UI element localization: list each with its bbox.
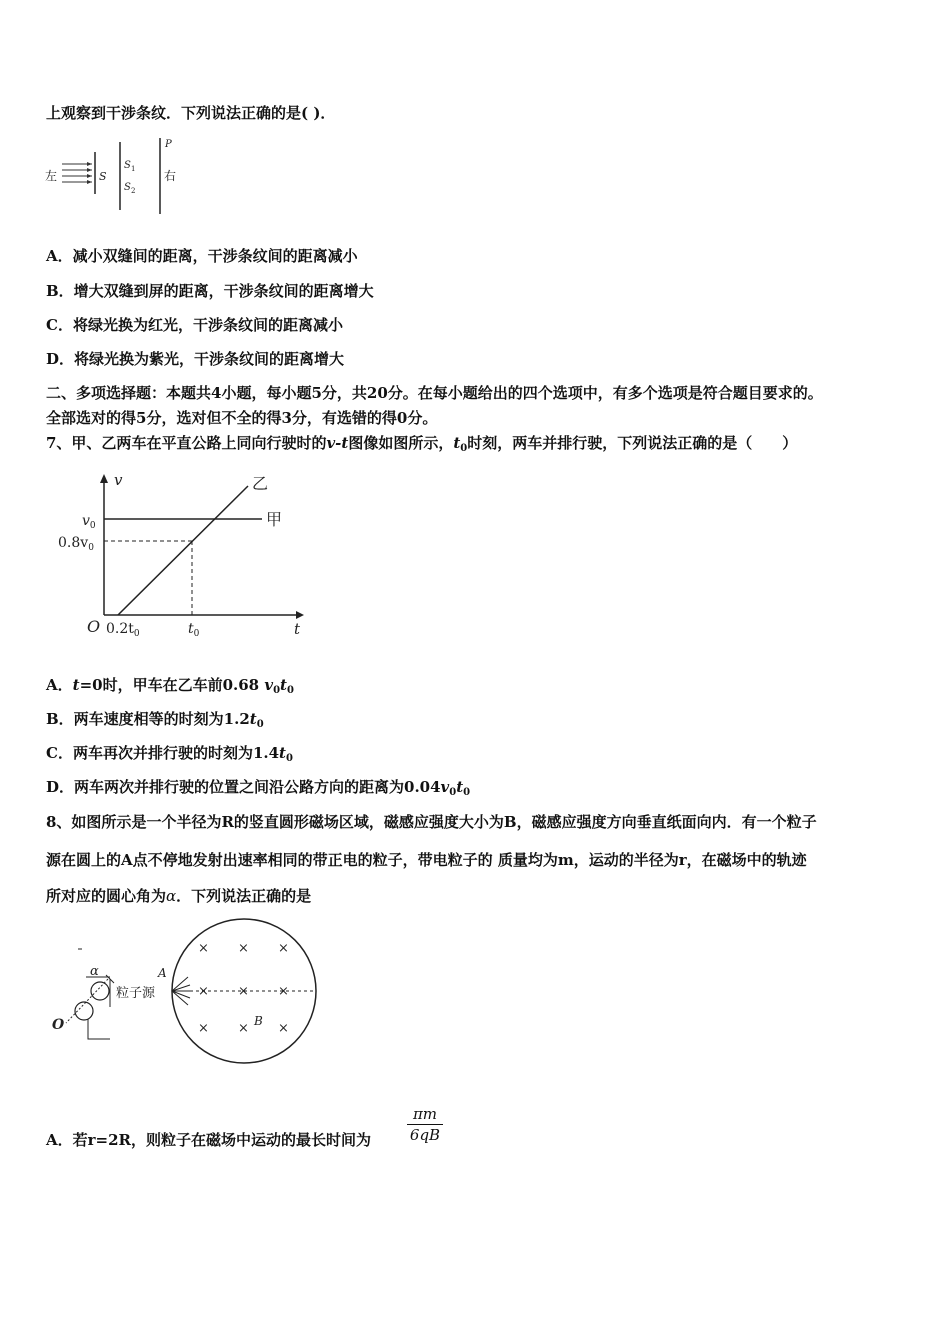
v08-label: $0.8v_0$ xyxy=(58,535,94,553)
fig-s2-sub: 2 xyxy=(131,187,136,195)
q7-option-c: C．两车再次并排行驶的时刻为$1.4t_0$ xyxy=(46,744,293,764)
svg-text:×: × xyxy=(238,941,249,956)
q8-stem-line1: 8、如图所示是一个半径为R的竖直圆形磁场区域，磁感应强度大小为B，磁感应强度方向垂直纸面向内．有一个粒子 xyxy=(46,813,817,831)
t0-label: $t_0$ xyxy=(188,621,200,639)
point-a-label: A xyxy=(158,966,167,980)
t-axis-label: t xyxy=(294,620,301,638)
q8-stem-line2: 源在圆上的A点不停地发射出速率相同的带正电的粒子，带电粒子的 质量均为m，运动的半径为r，在磁场中的轨迹 xyxy=(46,851,807,869)
q6-stem: 上观察到干涉条纹．下列说法正确的是( )． xyxy=(46,104,336,122)
fig-right-label: 右 xyxy=(164,169,177,183)
fig-s2-label: S xyxy=(124,182,131,193)
alpha-gauge-label: α xyxy=(90,964,99,979)
q8-option-a-fraction xyxy=(407,1104,443,1145)
fig-left-label: 左 xyxy=(45,169,58,183)
q7-option-b: B．两车速度相等的时刻为$1.2t_0$ xyxy=(46,710,264,730)
yi-label: 乙 xyxy=(252,474,269,493)
q6-option-d: D．将绿光换为紫光，干涉条纹间的距离增大 xyxy=(46,350,345,368)
source-label: 粒子源 xyxy=(116,986,156,1001)
section2-heading-line1: 二、多项选择题：本题共4小题，每小题5分，共20分。在每小题给出的四个选项中，有多个选项是符合题目要求的。 xyxy=(46,384,823,402)
fig-p-label: P xyxy=(165,139,172,150)
yi-line xyxy=(118,486,248,615)
q8-option-a: A．若r=2R，则粒子在磁场中运动的最长时间为 xyxy=(46,1131,372,1149)
fig-s-label: S xyxy=(99,170,107,183)
svg-text:×: × xyxy=(198,941,209,956)
fig-s1-sub: 1 xyxy=(131,165,136,173)
jia-label: 甲 xyxy=(266,510,283,529)
fig-s1-label: S xyxy=(124,160,131,171)
q7-option-d: D．两车两次并排行驶的位置之间沿公路方向的距离为$0.04v_0t_0$ xyxy=(46,778,471,798)
v0-label: $v_0$ xyxy=(82,513,96,531)
svg-text:×: × xyxy=(278,941,289,956)
q6-option-b: B．增大双缝到屏的距离，干涉条纹间的距离增大 xyxy=(46,282,374,300)
fraction-denominator: 6qB xyxy=(409,1126,441,1144)
point-o-label: O xyxy=(52,1017,65,1033)
q8-stem-line3: 所对应的圆心角为α．下列说法正确的是 xyxy=(46,887,312,905)
svg-text:×: × xyxy=(278,1021,289,1036)
t02-label: $0.2t_0$ xyxy=(106,621,140,639)
double-slit-figure xyxy=(42,136,192,216)
vt-graph xyxy=(58,468,312,646)
magnetic-field-figure xyxy=(48,915,330,1067)
svg-text:×: × xyxy=(198,984,209,999)
svg-text:×: × xyxy=(238,1021,249,1036)
origin-label: O xyxy=(87,617,101,636)
svg-text:×: × xyxy=(238,984,249,999)
q7-stem: 7、甲、乙两车在平直公路上同向行驶时的v-t图像如图所示，$t_0$时刻，两车并排行驶，下列说法正确的是（ ） xyxy=(46,434,798,454)
svg-text:×: × xyxy=(278,984,289,999)
section2-heading-line2: 全部选对的得5分，选对但不全的得3分，有选错的得0分。 xyxy=(46,409,438,427)
q6-option-a: A．减小双缝间的距离，干涉条纹间的距离减小 xyxy=(46,247,358,265)
v-axis-label: v xyxy=(114,471,123,489)
point-b-label: B xyxy=(254,1014,263,1028)
svg-text:×: × xyxy=(198,1021,209,1036)
fraction-numerator: πm xyxy=(407,1104,443,1125)
q7-option-a: A．t=0时，甲车在乙车前0.68 $v_0t_0$ xyxy=(46,676,294,696)
q6-option-c: C．将绿光换为红光，干涉条纹间的距离减小 xyxy=(46,316,343,334)
